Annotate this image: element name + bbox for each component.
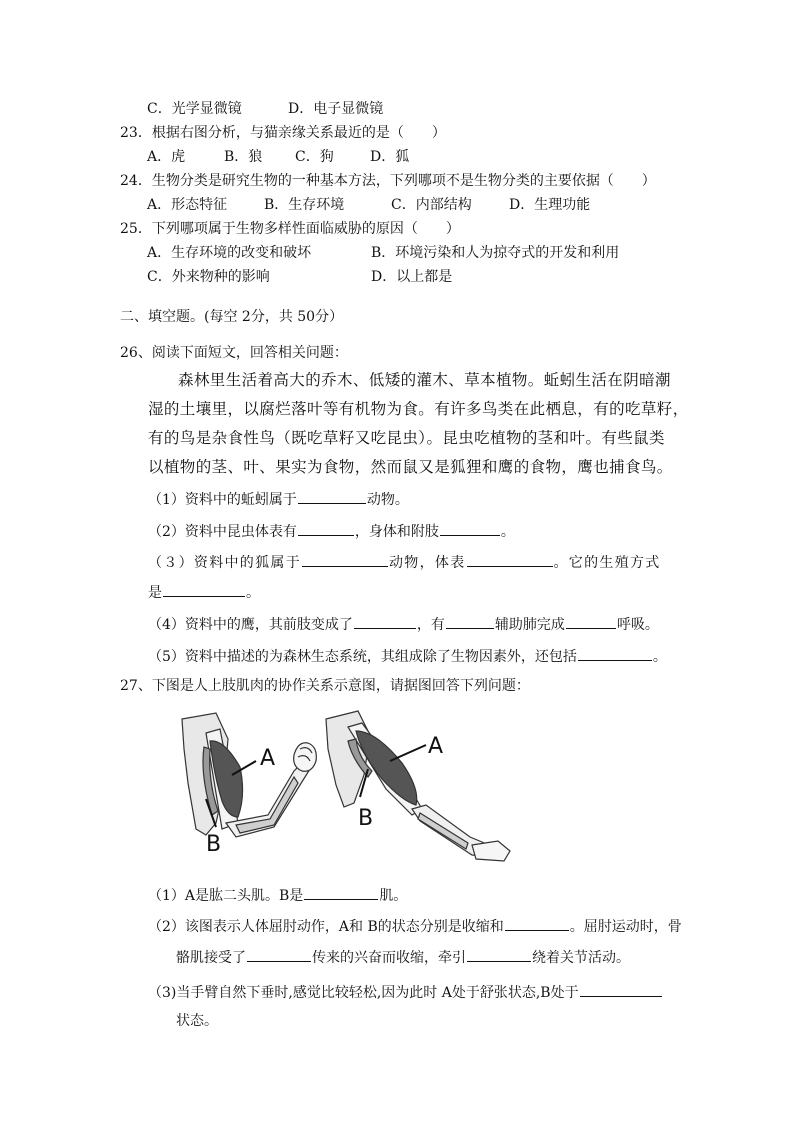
- q26-stem: 26、阅读下面短文，回答相关问题：: [120, 345, 348, 361]
- q26-sub2: [148, 521, 515, 541]
- q22-option-c: C．光学显微镜: [147, 101, 242, 117]
- q25-stem: 25．下列哪项属于生物多样性面临威胁的原因（ ）: [120, 221, 460, 237]
- q27-stem: 27、下图是人上肢肌肉的协作关系示意图，请据图回答下列问题：: [120, 678, 530, 694]
- q26-sub3-cont: [148, 582, 260, 602]
- answer-blank[interactable]: [578, 646, 652, 661]
- hand-right: [472, 841, 510, 861]
- label-b-right: B: [358, 806, 374, 831]
- q26-sub3-end: 。: [246, 585, 260, 601]
- label-a-left: A: [260, 746, 276, 771]
- answer-blank[interactable]: [163, 582, 245, 597]
- forearm-muscle-left: [236, 777, 298, 833]
- q27-sub2-cont: [176, 947, 630, 967]
- section-title: 二、填空题。(每空 2分，共 50分）: [120, 309, 344, 325]
- q27-sub2: [148, 916, 682, 936]
- q24-option-d: D．生理功能: [509, 197, 591, 213]
- q26-sub1-text: （1）资料中的蚯蚓属于: [148, 492, 297, 508]
- q26-sub1-tail: 动物。: [366, 492, 409, 508]
- q24-option-c: C．内部结构: [391, 197, 472, 213]
- q27-sub2-text: （2）该图表示人体屈肘动作，A和 B的状态分别是收缩和: [148, 919, 504, 935]
- q27-sub2-tail: 。屈肘运动时，骨: [569, 919, 682, 935]
- answer-blank[interactable]: [298, 489, 366, 504]
- q26-sub3: [148, 552, 661, 572]
- q26-sub1: [148, 489, 409, 509]
- q23-option-d: D．狐: [370, 149, 410, 165]
- q27-sub2-text2: 骼肌接受了: [176, 950, 246, 966]
- q26-passage-line-1: 森林里生活着高大的乔木、低矮的灌木、草本植物。蚯蚓生活在阴暗潮: [178, 371, 671, 389]
- q23-stem: 23．根据右图分析，与猫亲缘关系最近的是（ ）: [120, 125, 446, 141]
- answer-blank[interactable]: [580, 982, 662, 997]
- hand-left: [294, 743, 317, 772]
- q26-sub5-tail: 。: [652, 649, 667, 665]
- answer-blank[interactable]: [354, 614, 416, 629]
- q27-sub1: [148, 885, 407, 905]
- label-a-right: A: [428, 734, 444, 759]
- q26-sub5-text: （5）资料中描述的为森林生态系统，其组成除了生物因素外，还包括: [148, 649, 577, 665]
- q26-sub4: [148, 614, 659, 634]
- q26-sub4-tail: 呼吸。: [616, 617, 659, 633]
- q23-option-c: C．狗: [295, 149, 334, 165]
- answer-blank[interactable]: [566, 614, 616, 629]
- q27-sub3: [148, 982, 663, 1002]
- q26-sub5: [148, 646, 667, 666]
- q26-sub2-text: （2）资料中昆虫体表有: [148, 524, 297, 540]
- q25-option-c: C．外来物种的影响: [147, 269, 270, 285]
- q25-option-d: D．以上都是: [371, 269, 453, 285]
- q25-option-a: A．生存环境的改变和破坏: [147, 245, 312, 261]
- q26-sub3-mid: 动物，体表: [389, 555, 466, 571]
- q24-stem: 24．生物分类是研究生物的一种基本方法，下列哪项不是生物分类的主要依据（ ）: [120, 173, 656, 189]
- answer-blank[interactable]: [467, 947, 531, 962]
- answer-blank[interactable]: [304, 885, 378, 900]
- answer-blank[interactable]: [446, 614, 494, 629]
- q26-passage-line-3: 有的鸟是杂食性鸟（既吃草籽又吃昆虫）。昆虫吃植物的茎和叶。有些鼠类: [148, 429, 665, 447]
- q27-sub3-text: （3)当手臂自然下垂时,感觉比较轻松,因为此时 A处于舒张状态,B处于: [148, 985, 579, 1001]
- pointer-line-a-right: [390, 745, 426, 761]
- answer-blank[interactable]: [302, 552, 388, 567]
- q26-sub4-mid2: 辅助肺完成: [494, 617, 565, 633]
- q23-option-b: B．狼: [224, 149, 263, 165]
- answer-blank[interactable]: [247, 947, 311, 962]
- answer-blank[interactable]: [440, 521, 500, 536]
- q26-sub2-tail: 。: [500, 524, 515, 540]
- q26-sub4-mid1: ，有: [416, 617, 445, 633]
- q27-sub2-mid: 传来的兴奋而收缩，牵引: [312, 950, 466, 966]
- q23-option-a: A．虎: [147, 149, 186, 165]
- q26-passage-line-2: 湿的土壤里，以腐烂落叶等有机物为食。有许多鸟类在此栖息，有的吃草籽，: [148, 400, 689, 418]
- q26-sub4-text: （4）资料中的鹰，其前肢变成了: [148, 617, 353, 633]
- q27-sub1-tail: 肌。: [379, 888, 408, 904]
- q26-passage-line-4: 以植物的茎、叶、果实为食物，然而鼠又是狐狸和鹰的食物，鹰也捕食鸟。: [148, 458, 673, 476]
- q26-sub3-prefix: 是: [148, 585, 162, 601]
- arm-muscle-figure: [176, 705, 512, 869]
- q27-sub2-end: 绕着关节活动。: [532, 950, 630, 966]
- q27-sub1-text: （1）A是肱二头肌。B是: [148, 888, 304, 904]
- label-b-left: B: [206, 832, 222, 857]
- q26-sub3-text: （３）资料中的狐属于: [148, 555, 301, 571]
- q24-option-b: B．生存环境: [264, 197, 345, 213]
- answer-blank[interactable]: [467, 552, 553, 567]
- q22-option-d: D．电子显微镜: [288, 101, 384, 117]
- q25-option-b: B．环境污染和人为掠夺式的开发和利用: [371, 245, 620, 261]
- q24-option-a: A．形态特征: [147, 197, 228, 213]
- answer-blank[interactable]: [505, 916, 569, 931]
- answer-blank[interactable]: [298, 521, 354, 536]
- q26-sub2-mid: ，身体和附肢: [354, 524, 439, 540]
- q27-sub3-cont: 状态。: [176, 1013, 218, 1029]
- q26-sub3-tail: 。它的生殖方式: [553, 555, 661, 571]
